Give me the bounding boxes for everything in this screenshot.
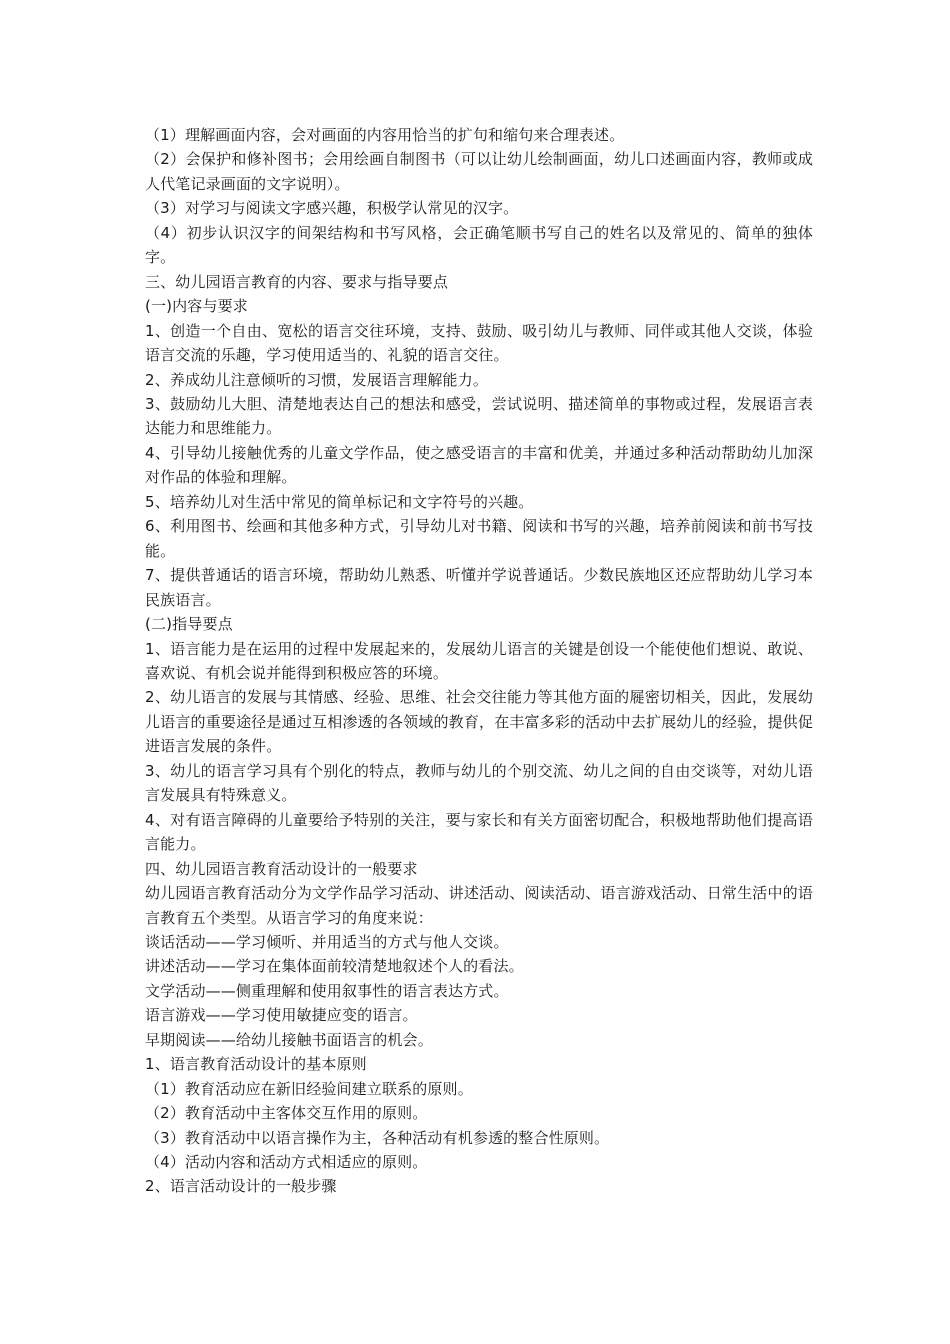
- paragraph: 5、培养幼儿对生活中常见的简单标记和文字符号的兴趣。: [145, 492, 534, 511]
- paragraph: （4）初步认识汉字的间架结构和书写风格，会正确笔顺书写自己的姓名以及常见的、简单的独体字。: [145, 223, 813, 267]
- paragraph: （3）对学习与阅读文字感兴趣，积极学认常见的汉字。: [145, 199, 519, 218]
- subsection-heading: 1、语言教育活动设计的基本原则: [145, 1055, 367, 1074]
- section-heading: 四、幼儿园语言教育活动设计的一般要求: [145, 859, 418, 878]
- paragraph: 1、语言能力是在运用的过程中发展起来的，发展幼儿语言的关键是创设一个能使他们想说、敢说、喜欢说、有机会说并能得到积极应答的环境。: [145, 639, 813, 682]
- section-heading: 三、幼儿园语言教育的内容、要求与指导要点: [145, 272, 449, 291]
- paragraph: 谈话活动——学习倾听、并用适当的方式与他人交谈。: [145, 932, 509, 951]
- paragraph: 讲述活动——学习在集体面前较清楚地叙述个人的看法。: [145, 957, 524, 976]
- paragraph: （2）教育活动中主客体交互作用的原则。: [145, 1104, 428, 1123]
- paragraph: （1）理解画面内容，会对画面的内容用恰当的扩句和缩句来合理表述。: [145, 126, 625, 144]
- paragraph: 4、对有语言障碍的儿童要给予特别的关注，要与家长和有关方面密切配合，积极地帮助他们提高语言能力。: [145, 810, 813, 854]
- paragraph: 3、鼓励幼儿大胆、清楚地表达自己的想法和感受，尝试说明、描述简单的事物或过程，发展语言表达能力和思维能力。: [145, 394, 813, 438]
- paragraph: 早期阅读——给幼儿接触书面语言的机会。: [145, 1030, 433, 1049]
- subsection-heading: (一)内容与要求: [145, 297, 248, 316]
- paragraph: 文学活动——侧重理解和使用叙事性的语言表达方式。: [145, 981, 509, 1000]
- subsection-heading: 2、语言活动设计的一般步骤: [145, 1177, 337, 1196]
- paragraph: 2、养成幼儿注意倾听的习惯，发展语言理解能力。: [145, 370, 488, 389]
- paragraph: 2、幼儿语言的发展与其情感、经验、思维、社会交往能力等其他方面的屣密切相关，因此，发展幼儿语言的重要途径是通过互相渗透的各领域的教育，在丰富多彩的活动中去扩展幼儿的经验，提供促进语言发展的条件。: [145, 688, 813, 756]
- paragraph: 幼儿园语言教育活动分为文学作品学习活动、讲述活动、阅读活动、语言游戏活动、日常生活中的语言教育五个类型。从语言学习的角度来说：: [145, 884, 813, 927]
- paragraph: （4）活动内容和活动方式相适应的原则。: [145, 1153, 428, 1172]
- paragraph: 语言游戏——学习使用敏捷应变的语言。: [145, 1006, 418, 1025]
- subsection-heading: (二)指导要点: [145, 615, 233, 634]
- paragraph: （1）教育活动应在新旧经验间建立联系的原则。: [145, 1079, 473, 1098]
- paragraph: 6、利用图书、绘画和其他多种方式，引导幼儿对书籍、阅读和书写的兴趣，培养前阅读和前书写技能。: [145, 517, 813, 560]
- document-body: [145, 123, 813, 1199]
- paragraph: （2）会保护和修补图书；会用绘画自制图书（可以让幼儿绘制画面，幼儿口述画面内容，教师或成人代笔记录画面的文字说明）。: [145, 150, 813, 193]
- paragraph: 7、提供普通话的语言环境，帮助幼儿熟悉、听懂并学说普通话。少数民族地区还应帮助幼儿学习本民族语言。: [145, 566, 813, 609]
- paragraph: 1、创造一个自由、宽松的语言交往环境，支持、鼓励、吸引幼儿与教师、同伴或其他人交谈，体验语言交流的乐趣，学习使用适当的、礼貌的语言交往。: [145, 321, 813, 365]
- paragraph: 4、引导幼儿接触优秀的儿童文学作品，使之感受语言的丰富和优美，并通过多种活动帮助幼儿加深对作品的体验和理解。: [145, 443, 813, 487]
- paragraph: （3）教育活动中以语言操作为主，各种活动有机参透的整合性原则。: [145, 1128, 610, 1147]
- paragraph: 3、幼儿的语言学习具有个别化的特点，教师与幼儿的个别交流、幼儿之间的自由交谈等，对幼儿语言发展具有特殊意义。: [145, 761, 813, 805]
